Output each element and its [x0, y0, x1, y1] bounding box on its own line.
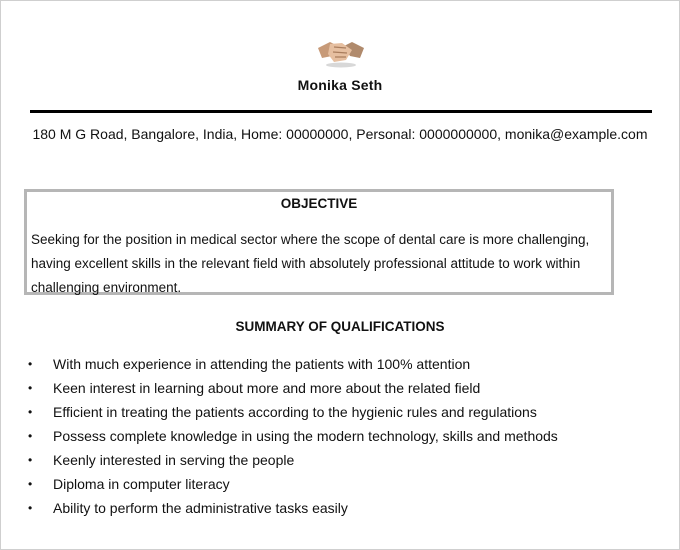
header-divider	[30, 110, 652, 113]
bullet: •	[28, 405, 33, 419]
bullet: •	[28, 357, 33, 371]
qualification-text: Efficient in treating the patients according to the hygienic rules and regulations	[53, 404, 537, 420]
list-item	[0, 472, 680, 496]
objective-line: having excellent skills in the relevant field with absolutely professional attitude to work within	[31, 256, 581, 271]
bullet: •	[28, 429, 33, 443]
qualification-text: Possess complete knowledge in using the modern technology, skills and methods	[53, 428, 558, 444]
objective-line: challenging environment.	[31, 280, 182, 295]
qualification-text: With much experience in attending the patients with 100% attention	[53, 356, 471, 372]
candidate-name: Monika Seth	[297, 77, 383, 93]
qualification-text: Keen interest in learning about more and more about the related field	[53, 380, 481, 396]
list-item	[0, 424, 680, 448]
list-item	[0, 496, 680, 520]
bullet: •	[28, 381, 33, 395]
bullet: •	[28, 501, 33, 515]
objective-line: Seeking for the position in medical sector where the scope of dental care is more challenging,	[31, 232, 590, 247]
contact-info: 180 M G Road, Bangalore, India, Home: 00000000, Personal: 0000000000, monika@example.com	[32, 126, 648, 142]
list-item	[0, 376, 680, 400]
bullet: •	[28, 453, 33, 467]
summary-heading: SUMMARY OF QUALIFICATIONS	[235, 319, 445, 334]
handshake-icon	[316, 34, 366, 70]
qualification-text: Ability to perform the administrative tasks easily	[53, 500, 348, 516]
objective-heading: OBJECTIVE	[280, 196, 358, 211]
objective-section	[24, 189, 614, 295]
qualification-text: Diploma in computer literacy	[53, 476, 230, 492]
list-item	[0, 448, 680, 472]
bullet: •	[28, 477, 33, 491]
list-item	[0, 352, 680, 376]
qualification-text: Keenly interested in serving the people	[53, 452, 295, 468]
objective-text	[31, 228, 609, 300]
qualifications-list	[0, 352, 680, 520]
list-item	[0, 400, 680, 424]
